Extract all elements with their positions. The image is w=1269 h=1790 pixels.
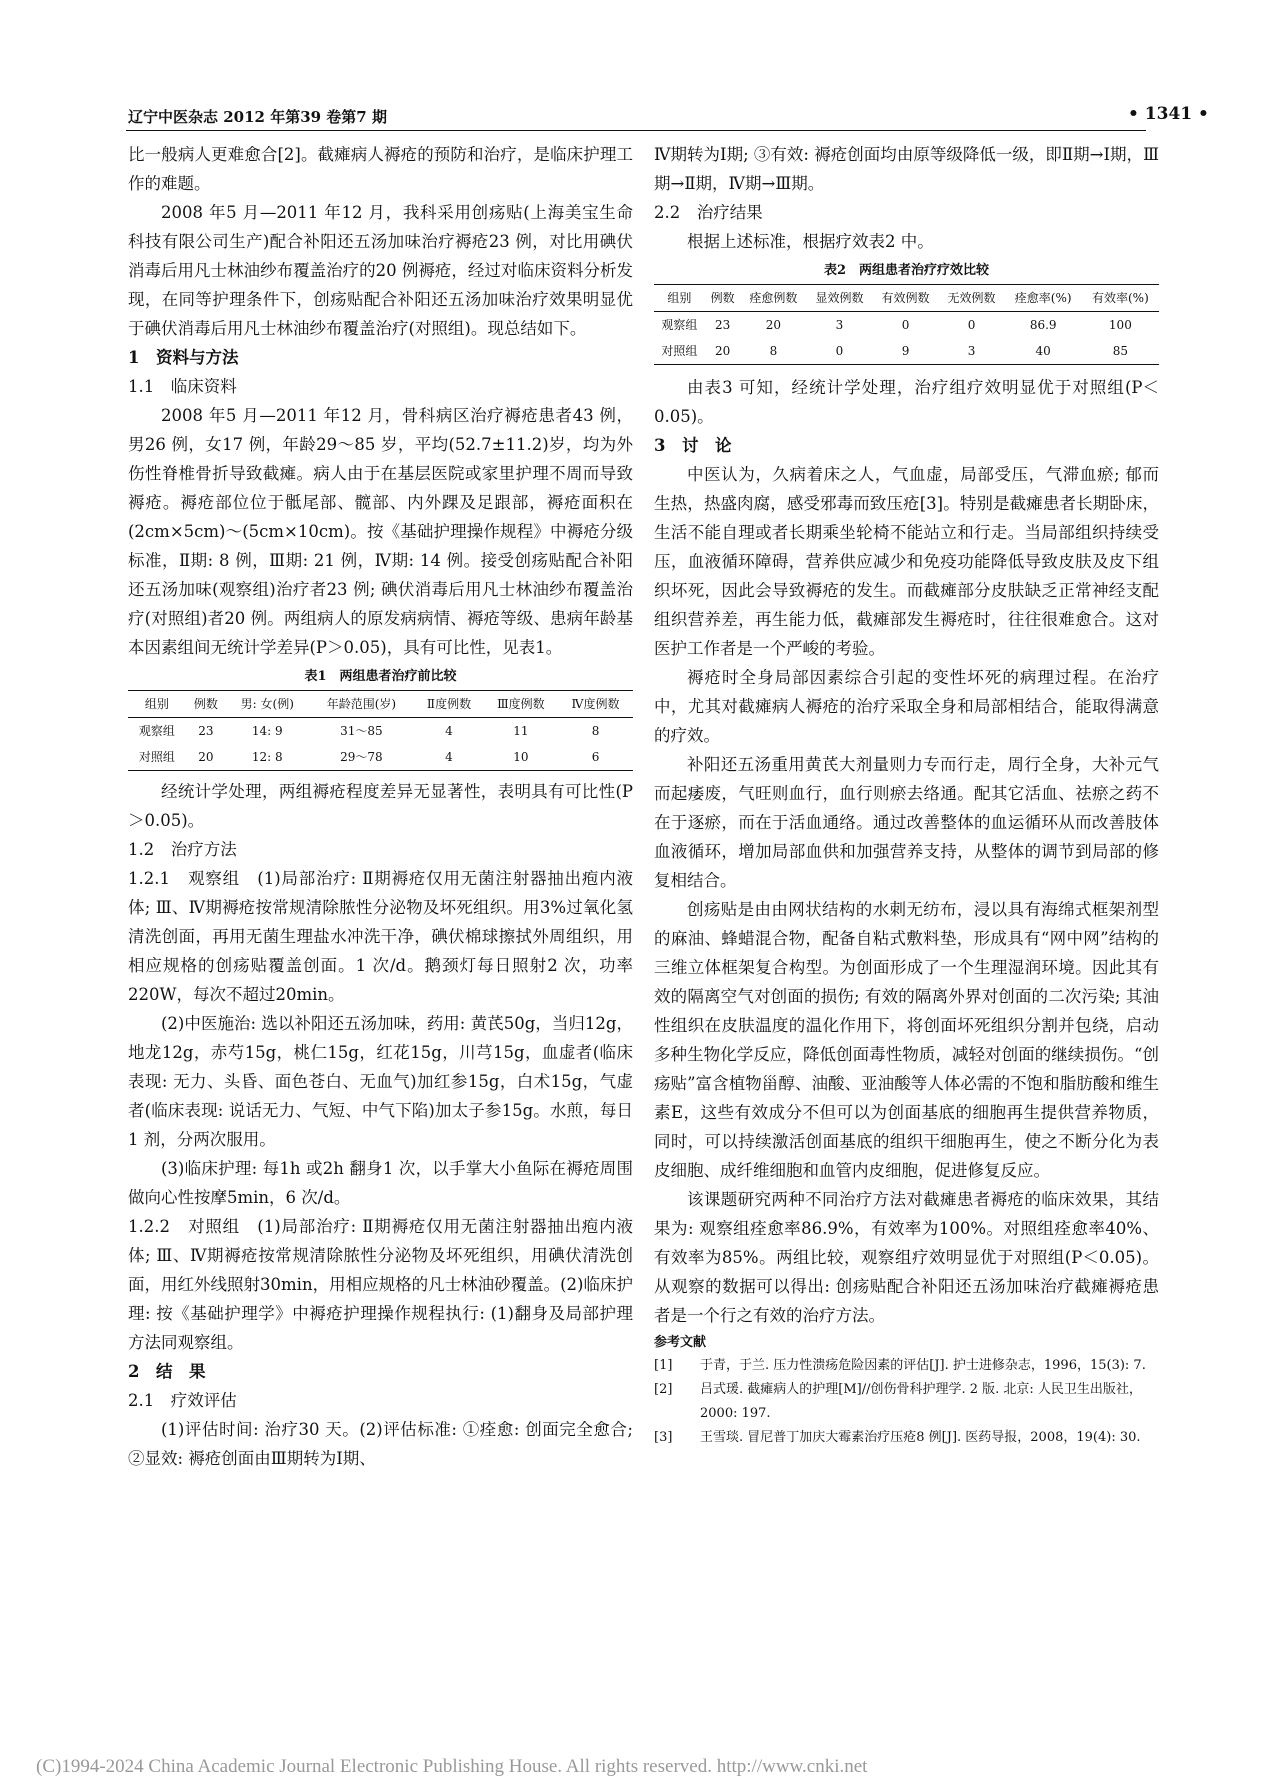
table-cell: 86.9 <box>1029 318 1057 332</box>
table-cell: 6 <box>558 744 633 771</box>
table-cell: 23 <box>714 318 731 332</box>
table-cell: 20 <box>705 338 741 365</box>
table1-caption: 表1 两组患者治疗前比较 <box>304 669 457 684</box>
table-row <box>128 718 633 745</box>
table-header-cell: 例数 <box>186 691 226 718</box>
table-header-row <box>128 691 633 718</box>
paragraph: 根据上述标准，根据疗效表2 中。 <box>687 232 934 251</box>
subsection-heading: 2.2 治疗结果 <box>654 203 763 222</box>
table-cell: 0 <box>901 318 910 332</box>
table-header-cell: Ⅳ度例数 <box>558 691 633 718</box>
table-cell: 对照组 <box>128 744 186 771</box>
table-header-cell: 痊愈例数 <box>740 285 806 312</box>
journal-header: 辽宁中医杂志 2012 年第39 卷第7 期 <box>128 108 387 126</box>
paragraph: 补阳还五汤重用黄芪大剂量则力专而行走，周行全身，大补元气而起痿废，气旺则血行，血行则瘀去络通。配其它活血、祛瘀之药不在于逐瘀，而在于活血通络。通过改善整体的血运循环从而改善肢体血液循环，增加局部血供和加强营养支持，从整体的调节到局部的修复相结合。 <box>654 755 1159 890</box>
table-cell: 9 <box>872 338 938 365</box>
paragraph: 1.2.2 对照组 (1)局部治疗: Ⅱ期褥疮仅用无菌注射器抽出疱内液体; Ⅲ、Ⅳ期褥疮按常规清除脓性分泌物及坏死组织，用碘伏清洗创面，用红外线照射30min，用相应规格的凡士林油砂覆盖。(2)临床护理: 按《基础护理学》中褥疮护理操作规程执行: (1)翻身及局部护理方法同观察组。 <box>128 1217 633 1352</box>
paragraph: (2)中医施治: 选以补阳还五汤加味，药用: 黄芪50g，当归12g，地龙12g，赤芍15g，桃仁15g，红花15g，川芎15g，血虚者(临床表现: 无力、头昏、面色苍白、无血气)加红参15g，白术15g，气虚者(临床表现: 说话无力、气短、中气下陷)加太子参15g。水煎，每日1 剂，分两次服用。 <box>128 1014 633 1149</box>
table-cell: 8 <box>740 338 806 365</box>
subsection-heading: 1.2 治疗方法 <box>128 840 237 859</box>
table-cell: 0 <box>806 338 872 365</box>
paragraph: Ⅳ期转为Ⅰ期; ③有效: 褥疮创面均由原等级降低一级，即Ⅱ期→Ⅰ期，Ⅲ期→Ⅱ期，Ⅳ期→Ⅲ期。 <box>654 145 1159 193</box>
table1 <box>128 690 633 771</box>
table-header-cell: 例数 <box>705 285 741 312</box>
paragraph: (3)临床护理: 每1h 或2h 翻身1 次，以手掌大小鱼际在褥疮周围做向心性按摩5min，6 次/d。 <box>128 1159 633 1207</box>
paragraph: 比一般病人更难愈合[2]。截瘫病人褥疮的预防和治疗，是临床护理工作的难题。 <box>128 145 633 193</box>
table-header-cell: 痊愈率(%) <box>1005 285 1082 312</box>
table2 <box>654 284 1159 365</box>
table-cell: 10 <box>484 744 558 771</box>
paragraph: 中医认为，久病着床之人，气血虚，局部受压，气滞血瘀; 郁而生热，热盛肉腐，感受邪毒而致压疮[3]。特别是截瘫患者长期卧床，生活不能自理或者长期乘坐轮椅不能站立和行走。当局部组织持续受压，血液循环障碍，营养供应减少和免疫功能降低导致皮肤及皮下组织坏死，因此会导致褥疮的发生。而截瘫部分皮肤缺乏正常神经支配组织营养差，再生能力低，截瘫部发生褥疮时，往往很难愈合。这对医护工作者是一个严峻的考验。 <box>654 465 1159 658</box>
table-header-cell: 组别 <box>654 285 705 312</box>
reference-text: 王雪琰. 冒尼普丁加庆大霉素治疗压疮8 例[J]. 医药导报，2008，19(4): 30. <box>700 1430 1141 1445</box>
paragraph: 2008 年5 月—2011 年12 月，我科采用创疡贴(上海美宝生命科技有限公司生产)配合补阳还五汤加味治疗褥疮23 例，对比用碘伏消毒后用凡士林油纱布覆盖治疗的20 例褥疮，经过对临床资料分析发现，在同等护理条件下，创疡贴配合补阳还五汤加味治疗效果明显优于碘伏消毒后用凡士林油纱布覆盖治疗(对照组)。现总结如下。 <box>128 203 633 338</box>
paragraph: 1.2.1 观察组 (1)局部治疗: Ⅱ期褥疮仅用无菌注射器抽出疱内液体; Ⅲ、Ⅳ期褥疮按常规清除脓性分泌物及坏死组织。用3%过氧化氢清洗创面，再用无菌生理盐水冲洗干净，碘伏棉球擦拭外周组织，用相应规格的创疡贴覆盖创面。1 次/d。鹅颈灯每日照射2 次，功率220W，每次不超过20min。 <box>128 869 633 1004</box>
table-header-cell: Ⅲ度例数 <box>484 691 558 718</box>
table-cell: 11 <box>513 724 529 738</box>
references-heading: 参考文献 <box>654 1335 707 1350</box>
reference-number: [3] <box>654 1430 673 1445</box>
table-row <box>128 744 633 771</box>
reference-item <box>654 1378 1159 1426</box>
table-cell: 对照组 <box>654 338 705 365</box>
left-column <box>128 140 633 1473</box>
subsection-heading: 1.1 临床资料 <box>128 377 237 396</box>
paragraph: 创疡贴是由由网状结构的水刺无纺布，浸以具有海绵式框架剂型的麻油、蜂蜡混合物，配备自粘式敷料垫，形成具有“网中网”结构的三维立体框架复合构型。为创面形成了一个生理湿润环境。因此其有效的隔离空气对创面的损伤; 有效的隔离外界对创面的二次污染; 其油性组织在皮肤温度的温化作用下，将创面坏死组织分割并包绕，启动多种生物化学反应，降低创面毒性物质，减轻对创面的继续损伤。“创疡贴”富含植物甾醇、油酸、亚油酸等人体必需的不饱和脂肪酸和维生素E，这些有效成分不但可以为创面基底的细胞再生提供营养物质，同时，可以持续激活创面基底的组织干细胞再生，使之不断分化为表皮细胞、成纤维细胞和血管内皮细胞，促进修复反应。 <box>654 900 1159 1180</box>
table-cell: 20 <box>765 318 782 332</box>
table-row <box>654 312 1159 339</box>
section-heading: 1 资料与方法 <box>128 348 239 367</box>
table-cell: 14: 9 <box>251 724 283 738</box>
reference-number: [2] <box>654 1382 673 1397</box>
reference-item <box>654 1426 1159 1450</box>
paragraph: 由表3 可知，经统计学处理，治疗组疗效明显优于对照组(P＜0.05)。 <box>654 378 1159 426</box>
section-heading: 2 结 果 <box>128 1362 206 1381</box>
table-cell: 3 <box>835 318 844 332</box>
table-cell: 100 <box>1108 318 1132 332</box>
reference-item <box>654 1354 1159 1378</box>
table-cell: 12: 8 <box>226 744 308 771</box>
subsection-heading: 2.1 疗效评估 <box>128 1391 237 1410</box>
paragraph: 经统计学处理，两组褥疮程度差异无显著性，表明具有可比性(P＞0.05)。 <box>128 782 633 830</box>
copyright-footer: (C)1994-2024 China Academic Journal Electronic Publishing House. All rights reserved. http://www.cnki.net <box>36 1756 868 1777</box>
table-cell: 4 <box>445 724 453 738</box>
page-number: • 1341 • <box>1128 104 1209 124</box>
table2-caption: 表2 两组患者治疗疗效比较 <box>823 263 990 278</box>
table-cell: 31～85 <box>340 724 383 738</box>
table-cell: 29～78 <box>309 744 415 771</box>
reference-text: 吕式瑗. 截瘫病人的护理[M]//创伤骨科护理学. 2 版. 北京: 人民卫生出版社，2000: 197. <box>700 1382 1142 1421</box>
right-column <box>654 140 1159 1450</box>
header-rule <box>126 130 1146 131</box>
table-cell: 观察组 <box>138 724 175 738</box>
table-cell: 8 <box>591 724 600 738</box>
table-header-cell: 组别 <box>128 691 186 718</box>
paragraph: 该课题研究两种不同治疗方法对截瘫患者褥疮的临床效果，其结果为: 观察组痊愈率86.9%，有效率为100%。对照组痊愈率40%、有效率为85%。两组比较，观察组疗效明显优于对照组(P＜0.05)。从观察的数据可以得出: 创疡贴配合补阳还五汤加味治疗截瘫褥疮患者是一个行之有效的治疗方法。 <box>654 1190 1159 1325</box>
paragraph: 褥疮时全身局部因素综合引起的变性坏死的病理过程。在治疗中，尤其对截瘫病人褥疮的治疗采取全身和局部相结合，能取得满意的疗效。 <box>654 668 1159 745</box>
paragraph: 2008 年5 月—2011 年12 月，骨科病区治疗褥疮患者43 例，男26 例，女17 例，年龄29～85 岁，平均(52.7±11.2)岁，均为外伤性脊椎骨折导致截瘫。病人由于在基层医院或家里护理不周而导致褥疮。褥疮部位位于骶尾部、髋部、内外踝及足跟部，褥疮面积在(2cm×5cm)～(5cm×10cm)。按《基础护理操作规程》中褥疮分级标准，Ⅱ期: 8 例，Ⅲ期: 21 例，Ⅳ期: 14 例。接受创疡贴配合补阳还五汤加味(观察组)治疗者23 例; 碘伏消毒后用凡士林油纱布覆盖治疗(对照组)者20 例。两组病人的原发病病情、褥疮等级、患病年龄基本因素组间无统计学差异(P＞0.05)，具有可比性，见表1。 <box>128 406 633 657</box>
table-header-cell: 有效率(%) <box>1082 285 1159 312</box>
table-header-cell: 有效例数 <box>872 285 938 312</box>
table-cell: 23 <box>198 724 214 738</box>
reference-number: [1] <box>654 1358 673 1373</box>
table-header-cell: 男: 女(例) <box>226 691 308 718</box>
table-header-cell: 显效例数 <box>806 285 872 312</box>
reference-text: 于青，于兰. 压力性溃疡危险因素的评估[J]. 护士进修杂志，1996，15(3): 7. <box>700 1358 1146 1373</box>
table-header-row <box>654 285 1159 312</box>
section-heading: 3 讨 论 <box>654 436 732 455</box>
table-cell: 40 <box>1005 338 1082 365</box>
table-cell: 20 <box>186 744 226 771</box>
table-cell: 观察组 <box>661 318 698 332</box>
table-cell: 4 <box>414 744 483 771</box>
table-header-cell: 年龄范围(岁) <box>309 691 415 718</box>
table-row <box>654 338 1159 365</box>
table-cell: 0 <box>967 318 976 332</box>
table-header-cell: 无效例数 <box>939 285 1005 312</box>
paragraph: (1)评估时间: 治疗30 天。(2)评估标准: ①痊愈: 创面完全愈合; ②显效: 褥疮创面由Ⅲ期转为Ⅰ期、 <box>128 1420 633 1468</box>
table-cell: 3 <box>939 338 1005 365</box>
table-cell: 85 <box>1082 338 1159 365</box>
table-header-cell: Ⅱ度例数 <box>414 691 483 718</box>
